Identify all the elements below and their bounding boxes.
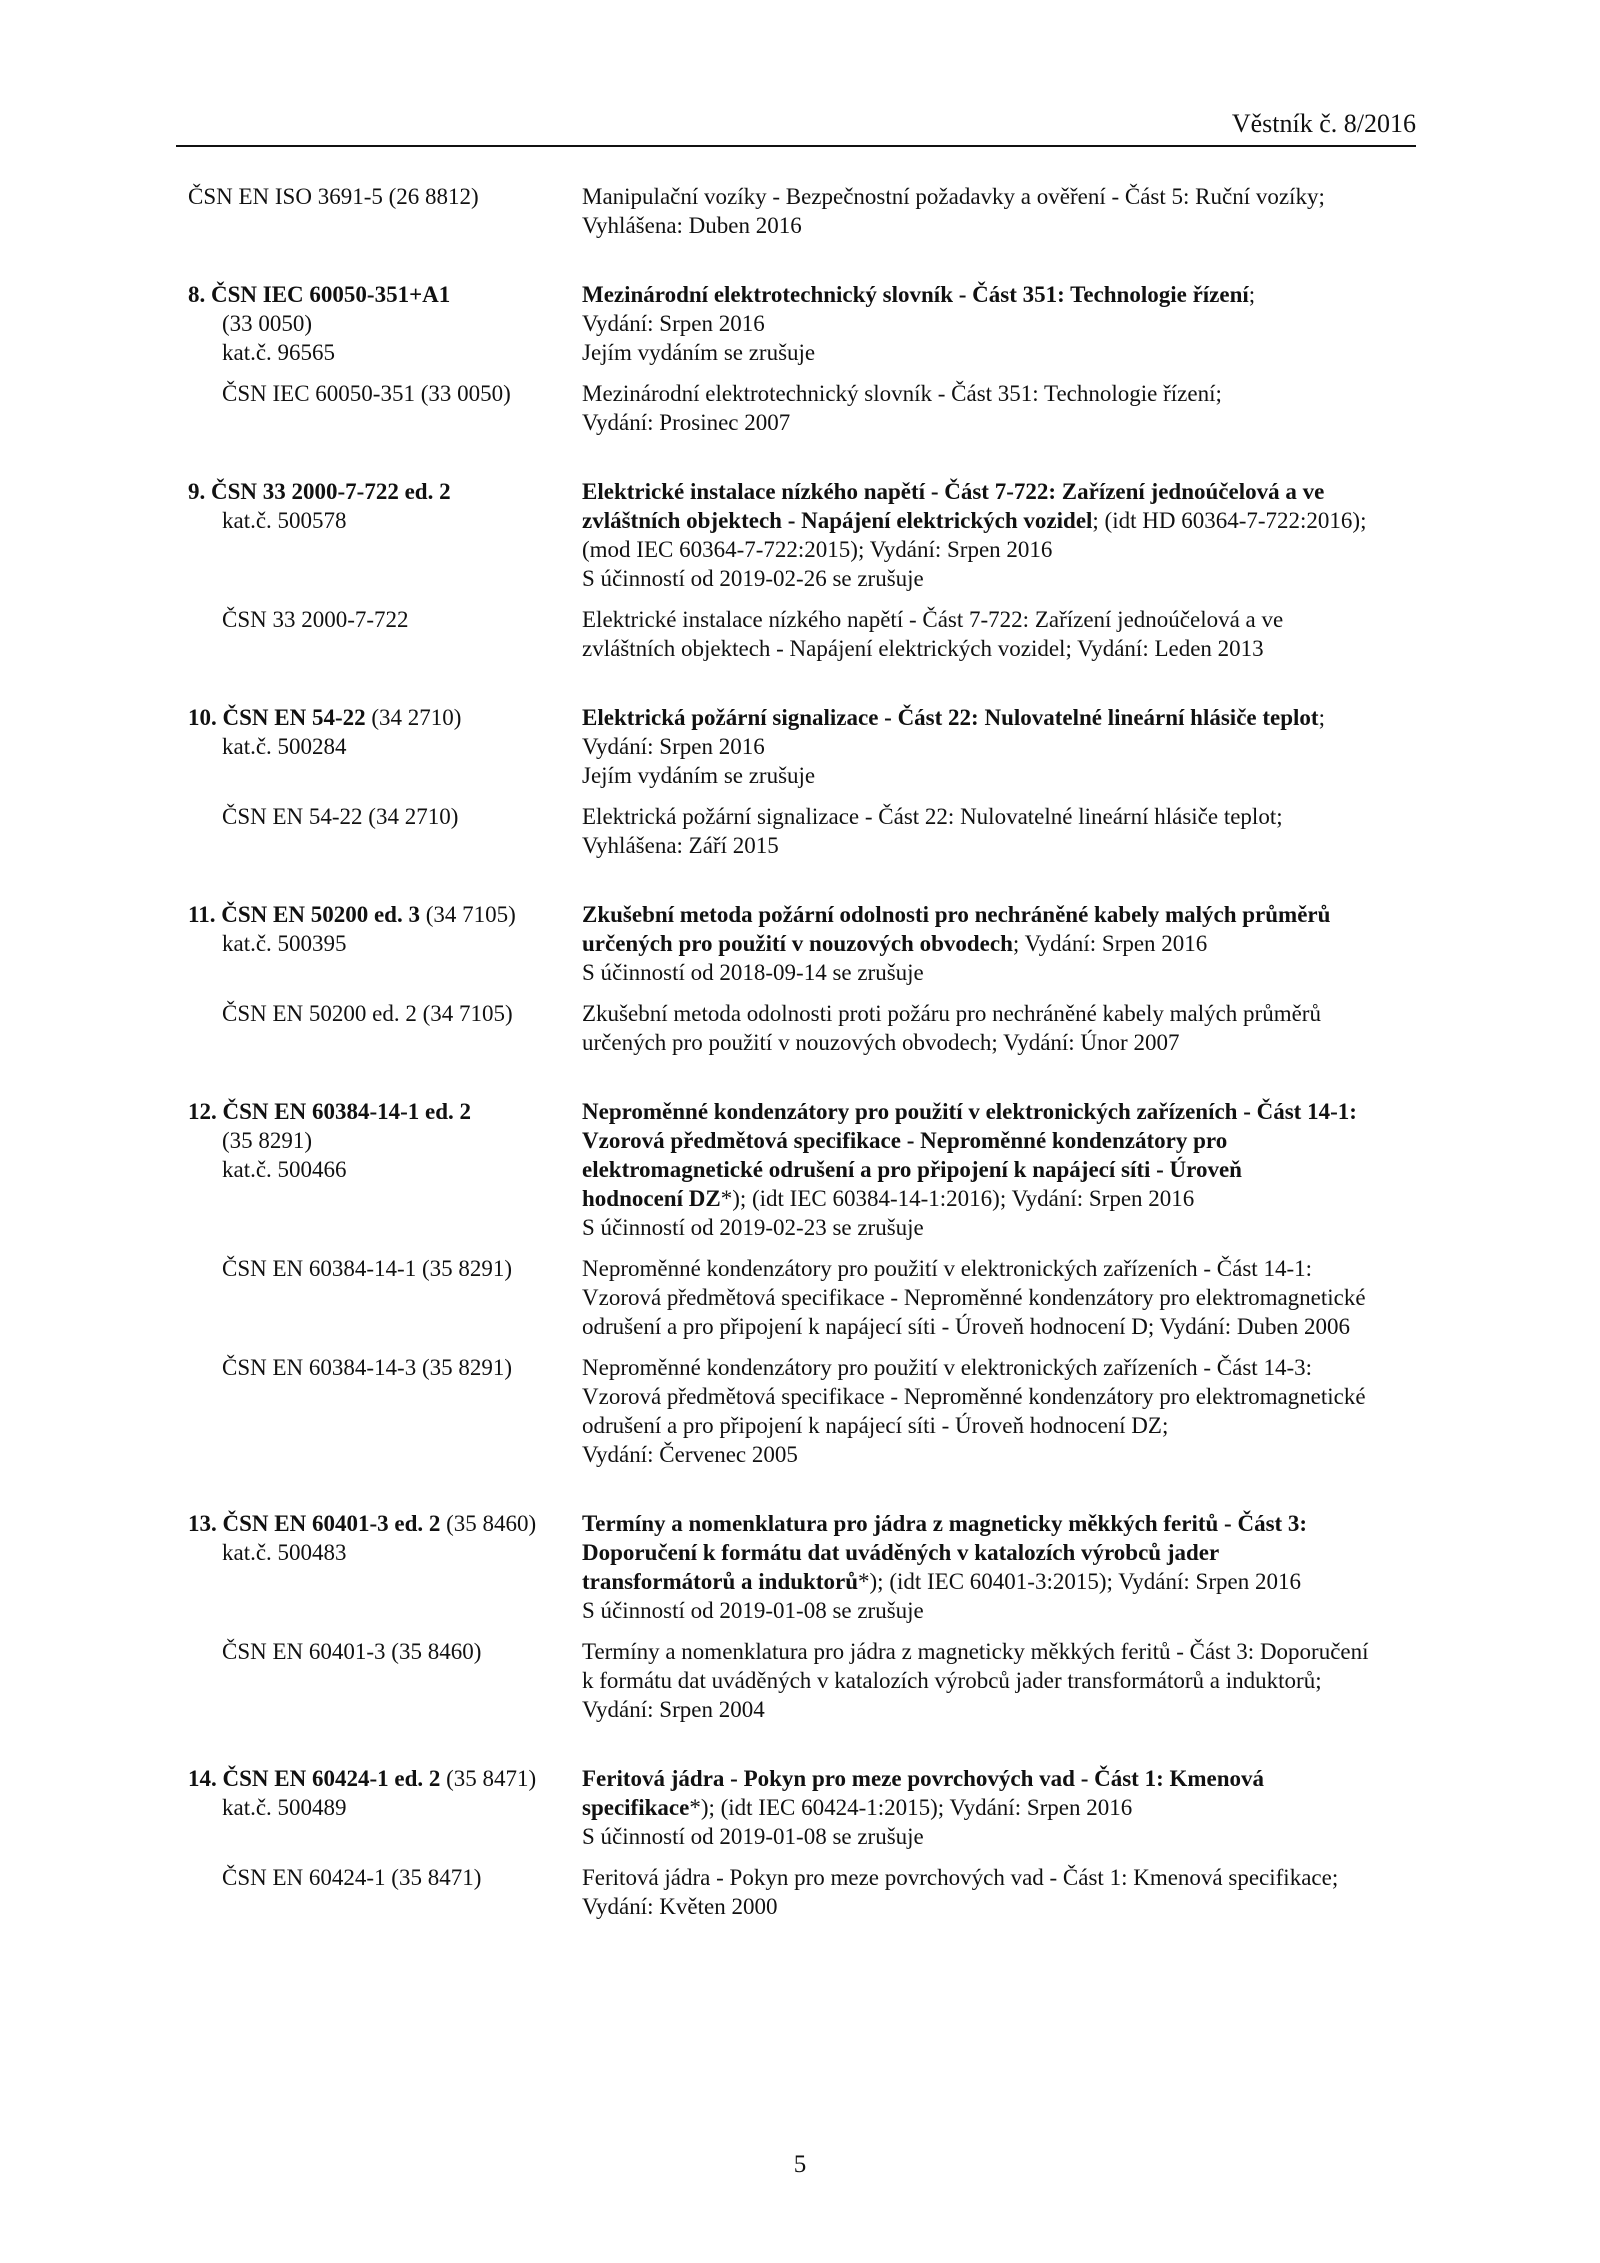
replaced-standard-row: [0, 1863, 1600, 1921]
new-standard-title: [582, 703, 1422, 790]
replaced-title-line: k formátu dat uváděných v katalozích výrobců jader transformátorů a induktorů;: [582, 1668, 1322, 1693]
intro-standard-code: [188, 182, 568, 211]
title-line: [582, 564, 1422, 593]
standard-number: 12. ČSN EN 60384-14-1 ed. 2: [188, 1099, 472, 1124]
replaced-standard-row: [0, 379, 1600, 437]
standard-entry: [0, 477, 1600, 663]
replaced-standard-row: [0, 1637, 1600, 1724]
title-text: Jejím vydáním se zrušuje: [582, 340, 816, 365]
title-bold: Elektrická požární signalizace - Část 22: Nulovatelné lineární hlásiče teplot: [582, 705, 1319, 730]
title-line: [582, 761, 1422, 790]
title-line: [582, 280, 1422, 309]
title-line: [582, 1097, 1422, 1126]
title-line: [582, 1126, 1422, 1155]
catalog-line: kat.č. 500578: [222, 508, 347, 533]
title-line: [582, 1213, 1422, 1242]
standard-code-line: ČSN EN ISO 3691-5 (26 8812): [188, 184, 479, 209]
replaced-title-line: Vyhlášena: Září 2015: [582, 833, 779, 858]
catalog-line: kat.č. 96565: [222, 340, 336, 365]
replaced-standard-title: [582, 1353, 1422, 1469]
replaced-standard-code: [188, 1353, 568, 1382]
title-bold: transformátorů a induktorů: [582, 1569, 859, 1594]
replaced-standard-title: [582, 1637, 1422, 1724]
title-bold: Neproměnné kondenzátory pro použití v elektronických zařízeních - Část 14-1:: [582, 1099, 1357, 1124]
standard-number: 14. ČSN EN 60424-1 ed. 2: [188, 1766, 441, 1791]
new-standard-row: [0, 280, 1600, 367]
standard-number-line: [188, 900, 568, 929]
replaced-title-line: Termíny a nomenklatura pro jádra z magneticky měkkých feritů - Část 3: Doporučení: [582, 1639, 1369, 1664]
page-number: 5: [793, 2151, 807, 2178]
intro-standard-title: [582, 182, 1422, 240]
standard-entry: [0, 1764, 1600, 1921]
title-bold: Mezinárodní elektrotechnický slovník - Část 351: Technologie řízení: [582, 282, 1249, 307]
replaced-standard-row: [0, 605, 1600, 663]
standard-entry: [0, 1097, 1600, 1469]
intro-row: [0, 182, 1600, 240]
standard-number-line: [188, 477, 568, 506]
replaced-code-line: ČSN EN 60401-3 (35 8460): [222, 1639, 482, 1664]
replaced-code-line: ČSN EN 60384-14-1 (35 8291): [222, 1256, 513, 1281]
title-line: [582, 1596, 1422, 1625]
standard-entry: [0, 703, 1600, 860]
new-standard-title: [582, 1097, 1422, 1242]
standards-list: [0, 182, 1600, 1961]
new-standard-title: [582, 1509, 1422, 1625]
title-bold: zvláštních objektech - Napájení elektrických vozidel: [582, 508, 1093, 533]
title-bold: Feritová jádra - Pokyn pro meze povrchových vad - Část 1: Kmenová: [582, 1766, 1265, 1791]
title-line: [582, 506, 1422, 535]
intro-entry: [0, 182, 1600, 240]
new-standard-row: [0, 477, 1600, 593]
title-text: *); (idt IEC 60424-1:2015); Vydání: Srpen 2016: [689, 1795, 1133, 1820]
title-bold: určených pro použití v nouzových obvodech: [582, 931, 1013, 956]
replaced-standard-title: [582, 1863, 1422, 1921]
replaced-code-line: ČSN 33 2000-7-722: [222, 607, 409, 632]
replaced-standard-code: [188, 802, 568, 831]
replaced-code-line: ČSN IEC 60050-351 (33 0050): [222, 381, 511, 406]
standard-number-line: [188, 1509, 568, 1538]
title-line: [582, 1538, 1422, 1567]
replaced-standard-row: [0, 1254, 1600, 1341]
replaced-standard-code: [188, 999, 568, 1028]
standard-number-line: [188, 703, 568, 732]
replaced-standard-code: [188, 1637, 568, 1666]
new-standard-row: [0, 1509, 1600, 1625]
replaced-title-line: Elektrická požární signalizace - Část 22: Nulovatelné lineární hlásiče teplot;: [582, 804, 1283, 829]
title-bold: Zkušební metoda požární odolnosti pro nechráněné kabely malých průměrů: [582, 902, 1331, 927]
replaced-title-line: Vydání: Srpen 2004: [582, 1697, 765, 1722]
title-line: [582, 1822, 1422, 1851]
catalog-line: kat.č. 500483: [222, 1540, 347, 1565]
replaced-title-line: Mezinárodní elektrotechnický slovník - Část 351: Technologie řízení;: [582, 381, 1222, 406]
title-text: Vydání: Srpen 2016: [582, 734, 765, 759]
replaced-standard-title: [582, 999, 1422, 1057]
title-text: S účinností od 2019-01-08 se zrušuje: [582, 1824, 924, 1849]
standard-number-line: [188, 280, 568, 309]
new-standard-row: [0, 703, 1600, 790]
replaced-title-line: odrušení a pro připojení k napájecí síti - Úroveň hodnocení DZ;: [582, 1413, 1169, 1438]
standard-number: 9. ČSN 33 2000-7-722 ed. 2: [188, 479, 451, 504]
standard-class-code: (34 2710): [365, 705, 462, 730]
standard-number: 13. ČSN EN 60401-3 ed. 2: [188, 1511, 441, 1536]
standard-number: 8. ČSN IEC 60050-351+A1: [188, 282, 451, 307]
standard-number-line: [188, 1097, 568, 1126]
title-line: [582, 929, 1422, 958]
title-line: [582, 900, 1422, 929]
catalog-line: (33 0050): [222, 311, 313, 336]
replaced-title-line: Vydání: Červenec 2005: [582, 1442, 798, 1467]
replaced-standard-row: [0, 802, 1600, 860]
replaced-title-line: Feritová jádra - Pokyn pro meze povrchových vad - Část 1: Kmenová specifikace;: [582, 1865, 1339, 1890]
title-text: S účinností od 2019-01-08 se zrušuje: [582, 1598, 924, 1623]
replaced-standard-code: [188, 379, 568, 408]
title-text: Jejím vydáním se zrušuje: [582, 763, 816, 788]
title-text: ;: [1248, 282, 1256, 307]
replaced-title-line: určených pro použití v nouzových obvodech; Vydání: Únor 2007: [582, 1030, 1180, 1055]
new-standard-row: [0, 1764, 1600, 1851]
replaced-title-line: Neproměnné kondenzátory pro použití v elektronických zařízeních - Část 14-3:: [582, 1355, 1312, 1380]
title-bold: hodnocení DZ: [582, 1186, 721, 1211]
replaced-standard-row: [0, 1353, 1600, 1469]
standard-title-line: Vyhlášena: Duben 2016: [582, 213, 802, 238]
standard-entry: [0, 900, 1600, 1057]
title-line: [582, 535, 1422, 564]
new-standard-code: [188, 1509, 568, 1567]
replaced-standard-title: [582, 1254, 1422, 1341]
title-text: ;: [1318, 705, 1325, 730]
replaced-standard-title: [582, 379, 1422, 437]
title-line: [582, 1764, 1422, 1793]
title-line: [582, 1509, 1422, 1538]
standard-class-code: (35 8460): [440, 1511, 537, 1536]
title-text: S účinností od 2019-02-23 se zrušuje: [582, 1215, 924, 1240]
title-line: [582, 338, 1422, 367]
replaced-title-line: Elektrické instalace nízkého napětí - Část 7-722: Zařízení jednoúčelová a ve: [582, 607, 1284, 632]
title-line: [582, 1567, 1422, 1596]
new-standard-code: [188, 477, 568, 535]
title-bold: elektromagnetické odrušení a pro připojení k napájecí síti - Úroveň: [582, 1157, 1242, 1182]
replaced-standard-row: [0, 999, 1600, 1057]
standard-entry: [0, 1509, 1600, 1724]
replaced-standard-code: [188, 1254, 568, 1283]
replaced-title-line: Vydání: Květen 2000: [582, 1894, 778, 1919]
catalog-line: kat.č. 500284: [222, 734, 347, 759]
new-standard-row: [0, 1097, 1600, 1242]
page-header: Věstník č. 8/2016: [1231, 109, 1416, 138]
standard-number: 10. ČSN EN 54-22: [188, 705, 366, 730]
title-text: *); (idt IEC 60401-3:2015); Vydání: Srpen 2016: [858, 1569, 1301, 1594]
standard-entry: [0, 280, 1600, 437]
replaced-standard-title: [582, 802, 1422, 860]
replaced-code-line: ČSN EN 60424-1 (35 8471): [222, 1865, 482, 1890]
title-text: ; Vydání: Srpen 2016: [1012, 931, 1208, 956]
replaced-standard-code: [188, 605, 568, 634]
new-standard-code: [188, 900, 568, 958]
catalog-line: kat.č. 500489: [222, 1795, 347, 1820]
title-text: Vydání: Srpen 2016: [582, 311, 765, 336]
title-bold: Doporučení k formátu dat uváděných v katalozích výrobců jader: [582, 1540, 1220, 1565]
replaced-standard-code: [188, 1863, 568, 1892]
replaced-title-line: odrušení a pro připojení k napájecí síti - Úroveň hodnocení D; Vydání: Duben 2006: [582, 1314, 1350, 1339]
title-bold: specifikace: [582, 1795, 690, 1820]
title-bold: Vzorová předmětová specifikace - Neproměnné kondenzátory pro: [582, 1128, 1228, 1153]
title-text: S účinností od 2019-02-26 se zrušuje: [582, 566, 924, 591]
replaced-code-line: ČSN EN 60384-14-3 (35 8291): [222, 1355, 513, 1380]
new-standard-code: [188, 703, 568, 761]
replaced-title-line: zvláštních objektech - Napájení elektrických vozidel; Vydání: Leden 2013: [582, 636, 1264, 661]
replaced-title-line: Zkušební metoda odolnosti proti požáru pro nechráněné kabely malých průměrů: [582, 1001, 1321, 1026]
replaced-title-line: Vzorová předmětová specifikace - Neproměnné kondenzátory pro elektromagnetické: [582, 1285, 1366, 1310]
standard-number-line: [188, 1764, 568, 1793]
catalog-line: kat.č. 500395: [222, 931, 347, 956]
new-standard-row: [0, 900, 1600, 987]
standard-title-line: Manipulační vozíky - Bezpečnostní požadavky a ověření - Část 5: Ruční vozíky;: [582, 184, 1325, 209]
replaced-title-line: Vydání: Prosinec 2007: [582, 410, 791, 435]
title-line: [582, 703, 1422, 732]
title-line: [582, 1155, 1422, 1184]
title-line: [582, 958, 1422, 987]
title-line: [582, 732, 1422, 761]
title-text: S účinností od 2018-09-14 se zrušuje: [582, 960, 924, 985]
new-standard-code: [188, 280, 568, 367]
catalog-line: kat.č. 500466: [222, 1157, 347, 1182]
new-standard-title: [582, 900, 1422, 987]
replaced-code-line: ČSN EN 54-22 (34 2710): [222, 804, 459, 829]
new-standard-code: [188, 1764, 568, 1822]
replaced-standard-title: [582, 605, 1422, 663]
title-text: *); (idt IEC 60384-14-1:2016); Vydání: Srpen 2016: [720, 1186, 1195, 1211]
standard-number: 11. ČSN EN 50200 ed. 3: [188, 902, 420, 927]
standard-class-code: (34 7105): [419, 902, 516, 927]
title-line: [582, 477, 1422, 506]
title-bold: Termíny a nomenklatura pro jádra z magneticky měkkých feritů - Část 3:: [582, 1511, 1308, 1536]
replaced-title-line: Vzorová předmětová specifikace - Neproměnné kondenzátory pro elektromagnetické: [582, 1384, 1366, 1409]
new-standard-title: [582, 280, 1422, 367]
title-bold: Elektrické instalace nízkého napětí - Část 7-722: Zařízení jednoúčelová a ve: [582, 479, 1325, 504]
new-standard-title: [582, 1764, 1422, 1851]
new-standard-title: [582, 477, 1422, 593]
title-line: [582, 309, 1422, 338]
title-line: [582, 1793, 1422, 1822]
title-text: (mod IEC 60364-7-722:2015); Vydání: Srpen 2016: [582, 537, 1053, 562]
title-text: ; (idt HD 60364-7-722:2016);: [1092, 508, 1367, 533]
header-rule: [176, 145, 1416, 147]
catalog-line: (35 8291): [222, 1128, 313, 1153]
replaced-code-line: ČSN EN 50200 ed. 2 (34 7105): [222, 1001, 513, 1026]
standard-class-code: (35 8471): [440, 1766, 537, 1791]
title-line: [582, 1184, 1422, 1213]
replaced-title-line: Neproměnné kondenzátory pro použití v elektronických zařízeních - Část 14-1:: [582, 1256, 1312, 1281]
new-standard-code: [188, 1097, 568, 1184]
